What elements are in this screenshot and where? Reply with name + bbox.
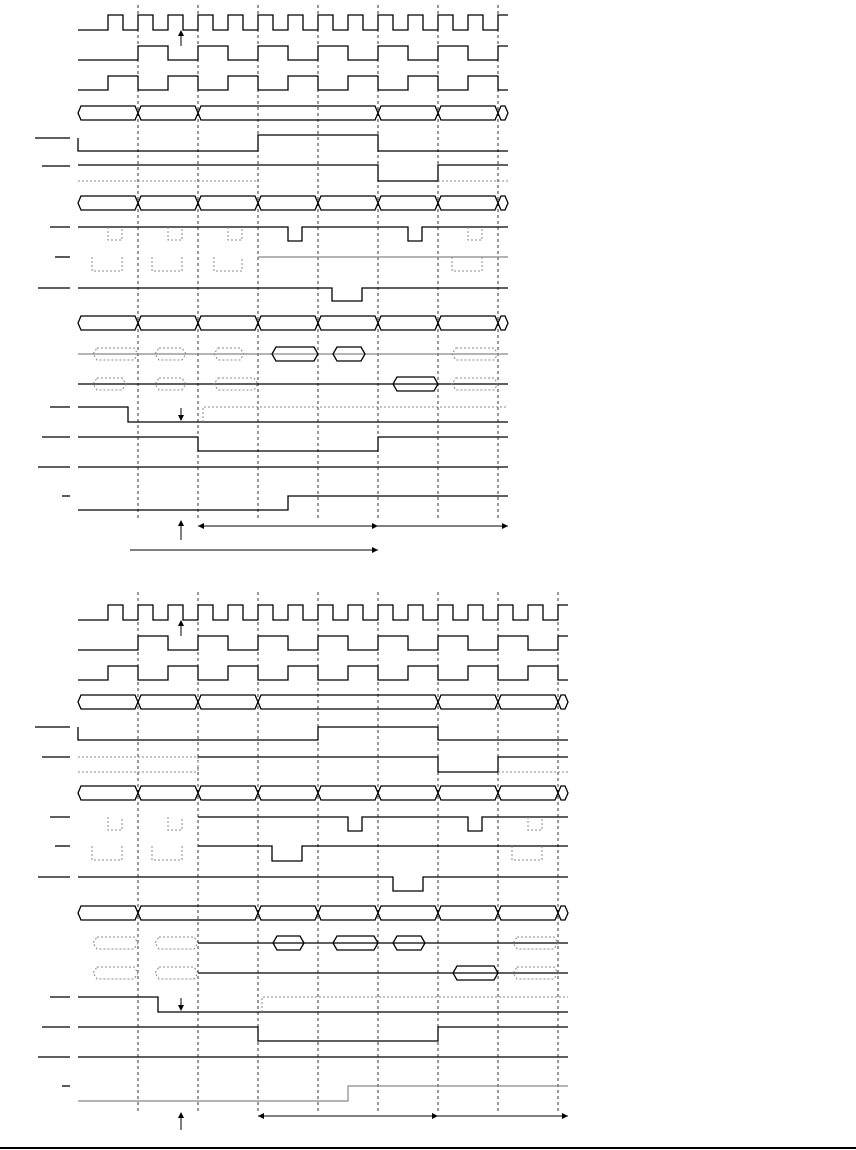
up-arrow-head	[178, 30, 184, 36]
bus-row-3-segment	[78, 906, 138, 920]
bus-row-2-segment	[258, 786, 318, 800]
bus-row-1-segment	[198, 106, 378, 120]
strobe-signal-a-ghost	[168, 817, 182, 830]
bus-row-2-segment	[498, 196, 508, 210]
clock-mid-signal	[78, 636, 568, 650]
bus-row-3-segment	[378, 316, 438, 330]
bus-row-3-segment	[498, 906, 558, 920]
data-word-ghost	[155, 937, 198, 949]
down-arrow-head	[178, 415, 184, 421]
control-signal-a-alt	[262, 997, 568, 1012]
down-arrow-head	[178, 1005, 184, 1011]
clock-fast-signal	[78, 605, 568, 620]
control-signal-d	[78, 1086, 568, 1101]
bus-row-3-segment	[498, 316, 508, 330]
bus-row-1-segment	[258, 695, 438, 709]
clock-slow-signal	[78, 666, 568, 680]
strobe-signal-a-ghost	[228, 227, 242, 240]
bus-row-1-segment	[138, 106, 198, 120]
strobe-signal-c	[78, 288, 508, 301]
bus-row-2-segment	[318, 196, 378, 210]
strobe-signal-b-ghost	[92, 257, 122, 271]
bus-row-2-segment	[498, 786, 558, 800]
bus-row-3-segment	[438, 316, 498, 330]
bus-row-2-segment	[438, 196, 498, 210]
strobe-signal-b-ghost	[452, 257, 482, 271]
bus-row-1-segment	[78, 695, 138, 709]
bus-row-1-segment	[198, 695, 258, 709]
bus-row-3-segment	[198, 316, 258, 330]
up-arrow-head	[178, 1112, 184, 1118]
up-arrow-head	[178, 620, 184, 626]
bus-row-3-segment	[438, 906, 498, 920]
interval-arrow-tail	[198, 523, 204, 529]
control-signal-a	[78, 407, 508, 422]
strobe-signal-a-ghost	[108, 817, 122, 830]
strobe-signal-a-ghost	[468, 227, 482, 240]
strobe-signal-a-ghost	[528, 817, 542, 830]
strobe-signal-b-ghost	[152, 846, 182, 860]
control-signal-b	[78, 1027, 568, 1041]
bus-row-1-segment	[438, 695, 498, 709]
bus-row-2-segment	[378, 196, 438, 210]
control-signal-a	[78, 997, 568, 1012]
bus-row-2-segment	[378, 786, 438, 800]
bus-row-2-segment	[78, 196, 138, 210]
bus-row-2-segment	[138, 196, 198, 210]
bus-row-1-segment	[138, 695, 198, 709]
bus-row-3-segment	[258, 906, 318, 920]
bus-row-3-segment	[318, 906, 378, 920]
bus-row-3-segment	[318, 316, 378, 330]
strobe-signal-c	[78, 877, 568, 891]
interval-arrow-head	[502, 523, 508, 529]
strobe-signal-a-ghost	[108, 227, 122, 240]
bus-row-3-segment	[378, 906, 438, 920]
strobe-signal-b-ghost	[214, 257, 242, 271]
bus-row-2-segment	[258, 196, 318, 210]
data-word-ghost	[155, 967, 198, 979]
bus-row-3-segment	[258, 316, 318, 330]
strobe-signal-a-ghost	[168, 227, 182, 240]
bus-row-2-segment	[138, 786, 198, 800]
control-signal-a-alt	[203, 407, 508, 422]
bus-row-2-segment	[198, 196, 258, 210]
bus-row-3-segment	[138, 316, 198, 330]
interval-arrow-head	[372, 523, 378, 529]
clock-slow-signal	[78, 76, 508, 90]
bus-row-1-segment	[78, 106, 138, 120]
interval-arrow-head	[562, 1113, 568, 1119]
bus-row-2-segment	[318, 786, 378, 800]
level-signal-a	[78, 727, 568, 740]
bus-row-1-segment	[378, 106, 438, 120]
strobe-signal-a	[198, 817, 568, 831]
timing-diagram-lower	[35, 592, 568, 1130]
bus-row-1-segment	[498, 695, 558, 709]
timing-diagram-upper	[35, 5, 508, 553]
level-signal-b	[198, 757, 568, 772]
level-signal-a	[78, 135, 508, 151]
interval-arrow-head	[432, 1113, 438, 1119]
control-signal-b	[78, 437, 508, 451]
bus-row-3-segment	[558, 906, 568, 920]
up-arrow-head	[178, 520, 184, 526]
bus-row-2-segment	[558, 786, 568, 800]
bus-row-3-segment	[78, 316, 138, 330]
level-signal-b-alt	[78, 757, 198, 772]
bus-row-1-segment	[498, 106, 508, 120]
strobe-signal-b-ghost	[152, 257, 182, 271]
bus-row-1-segment	[558, 695, 568, 709]
control-signal-d	[78, 496, 508, 510]
data-word-ghost	[93, 937, 138, 949]
strobe-signal-b-ghost	[92, 846, 122, 860]
strobe-signal-b-ghost	[512, 846, 542, 860]
bus-row-2-segment	[78, 786, 138, 800]
bus-row-2-segment	[438, 786, 498, 800]
bus-row-1-segment	[438, 106, 498, 120]
strobe-signal-a	[78, 227, 508, 241]
clock-mid-signal	[78, 46, 508, 60]
clock-fast-signal	[78, 15, 508, 30]
interval-arrow-tail	[258, 1113, 264, 1119]
interval-arrow-head	[372, 547, 378, 553]
bus-row-2-segment	[198, 786, 258, 800]
level-signal-b	[78, 165, 508, 181]
data-word-ghost	[93, 967, 138, 979]
